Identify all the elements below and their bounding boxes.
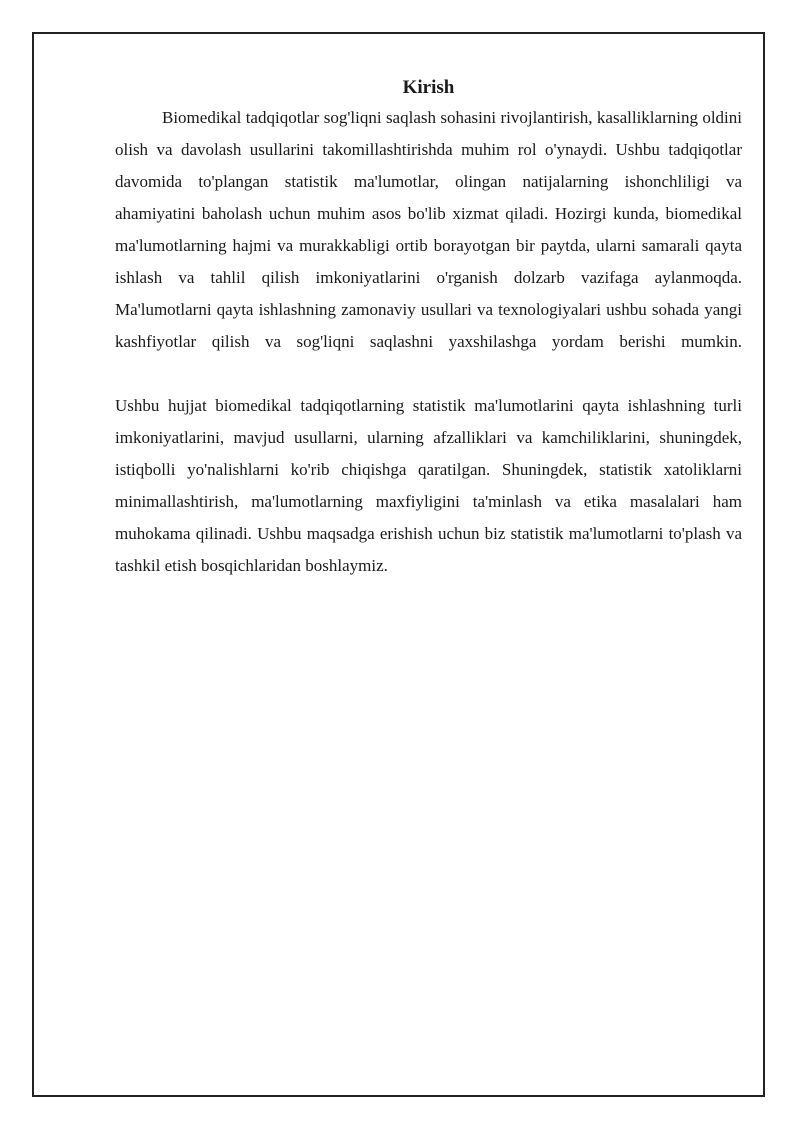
paragraph-scope: Ushbu hujjat biomedikal tadqiqotlarning statistik ma'lumotlarini qayta ishlashning turli imkoniyatlarini, mavjud usullarni, ularning afzalliklari va kamchiliklarini, shuningdek, istiqbolli yo'nalishlarni ko'rib chiqishga qaratilgan. Shuningdek, statistik xatoliklarni minimallashtirish, ma'lumotlarning maxfiyligini ta'minlash va etika masalalari ham muhokama qilinadi. Ushbu maqsadga erishish uchun biz statistik ma'lumotlarni to'plash va tashkil etish bosqichlaridan boshlaymiz. — [115, 396, 742, 575]
document-title: Kirish — [402, 77, 455, 98]
paragraph-introduction: Biomedikal tadqiqotlar sog'liqni saqlash sohasini rivojlantirish, kasalliklarning oldini olish va davolash usullarini takomillashtirishda muhim rol o'ynaydi. Ushbu tadqiqotlar davomida to'plangan statistik ma'lumotlar, olingan natijalarning ishonchliligi va ahamiyatini baholash uchun muhim asos bo'lib xizmat qiladi. Hozirgi kunda, biomedikal ma'lumotlarning hajmi va murakkabligi ortib borayotgan bir paytda, ularni samarali qayta ishlash va tahlil qilish imkoniyatlarini o'rganish dolzarb vazifaga aylanmoqda. Ma'lumotlarni qayta ishlashning zamonaviy usullari va texnologiyalari ushbu sohada yangi kashfiyotlar qilish va sog'liqni saqlashni yaxshilashga yordam berishi mumkin. — [115, 108, 742, 351]
paragraph-gap — [115, 358, 742, 390]
document-body — [115, 74, 742, 582]
